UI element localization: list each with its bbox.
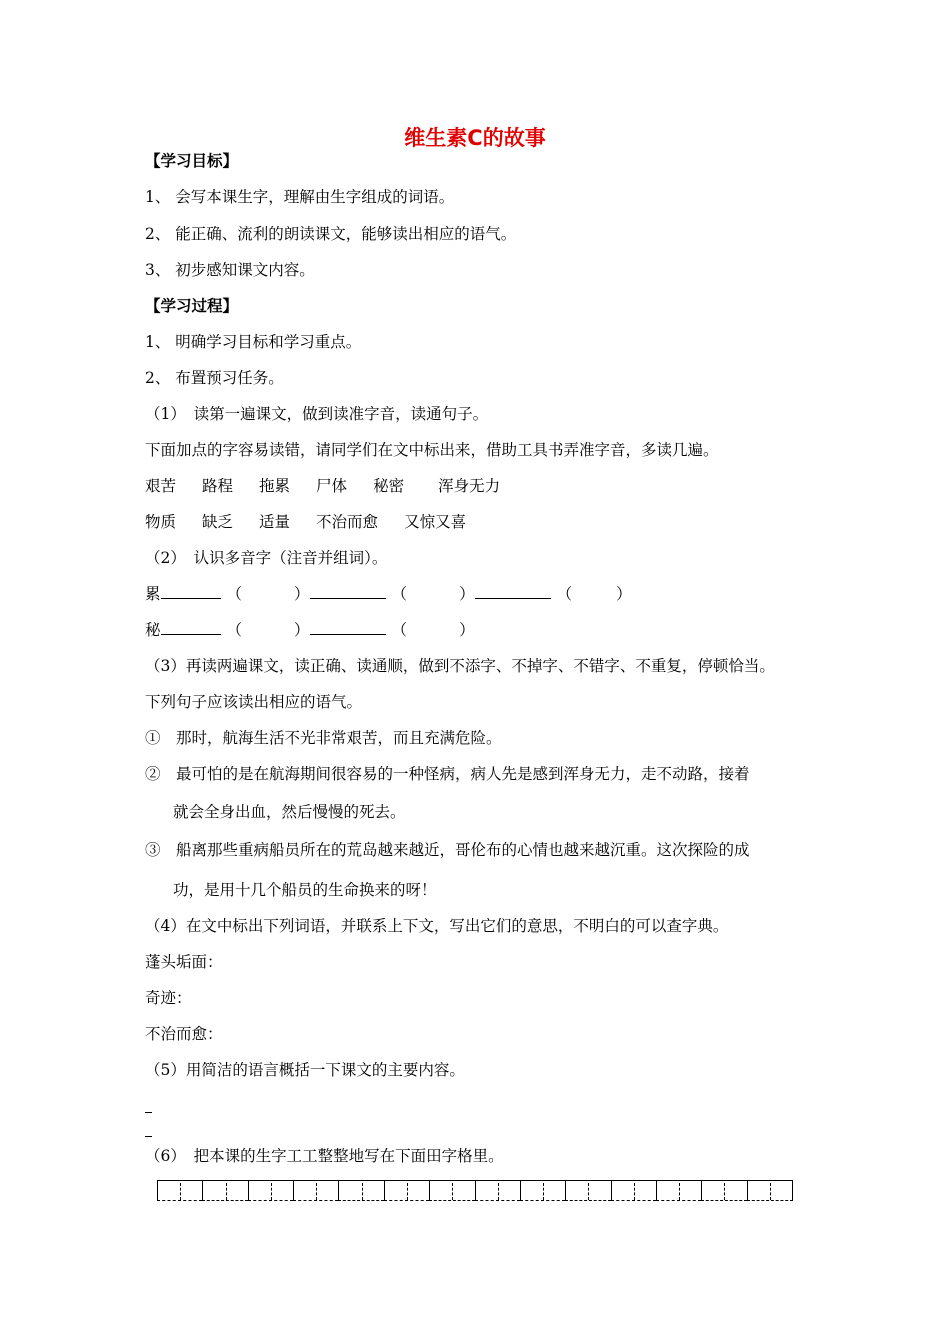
- goals-heading: 【学习目标】: [145, 152, 239, 170]
- grid-cell[interactable]: [747, 1181, 793, 1201]
- word: 适量: [259, 513, 291, 531]
- word: 艰苦: [145, 477, 177, 495]
- task4-label: （4）在文中标出下列词语，并联系上下文，写出它们的意思，不明白的可以查字典。: [145, 917, 729, 935]
- term-item: 不治而愈：: [145, 1025, 223, 1043]
- grid-cell[interactable]: [429, 1181, 474, 1201]
- task3-instruction: 下列句子应该读出相应的语气。: [145, 693, 363, 711]
- grid-cell[interactable]: [384, 1181, 429, 1201]
- sentence-3-cont: 功，是用十几个船员的生命换来的呀！: [173, 881, 437, 899]
- grid-cell[interactable]: [565, 1181, 610, 1201]
- answer-line[interactable]: [145, 1136, 152, 1137]
- term-item: 蓬头垢面：: [145, 953, 223, 971]
- word: 不治而愈: [316, 513, 379, 531]
- grid-cell[interactable]: [338, 1181, 383, 1201]
- goal-item: 3、 初步感知课文内容。: [145, 261, 315, 279]
- sentence-1: ① 那时，航海生活不光非常艰苦，而且充满危险。: [145, 729, 502, 747]
- open-paren: （: [391, 585, 408, 603]
- grid-cell[interactable]: [520, 1181, 565, 1201]
- goal-item: 2、 能正确、流利的朗读课文，能够读出相应的语气。: [145, 225, 517, 243]
- tian-zi-grid: [157, 1180, 793, 1201]
- grid-cell[interactable]: [248, 1181, 293, 1201]
- word: 路程: [202, 477, 234, 495]
- grid-cell[interactable]: [701, 1181, 746, 1201]
- polyphone-row-2: [145, 620, 475, 640]
- close-paren: ）: [616, 585, 632, 603]
- sentence-3: ③ 船离那些重病船员所在的荒岛越来越近，哥伦布的心情也越来越沉重。这次探险的成: [145, 841, 750, 859]
- polyphone-row-1: [145, 584, 632, 604]
- sentence-2: ② 最可怕的是在航海期间很容易的一种怪病，病人先是感到浑身无力，走不动路，接着: [145, 765, 750, 783]
- answer-blank[interactable]: [475, 584, 551, 599]
- word: 浑身无力: [438, 477, 501, 495]
- grid-cell[interactable]: [475, 1181, 520, 1201]
- polyphone-char: 秘: [145, 621, 161, 639]
- grid-cell[interactable]: [611, 1181, 656, 1201]
- answer-blank[interactable]: [161, 620, 221, 635]
- open-paren: （: [226, 585, 243, 603]
- open-paren: （: [226, 621, 243, 639]
- answer-blank[interactable]: [161, 584, 221, 599]
- word: 尸体: [316, 477, 348, 495]
- goal-item: 1、 会写本课生字，理解由生字组成的词语。: [145, 188, 455, 206]
- close-paren: ）: [294, 621, 310, 639]
- word-row-2: [145, 512, 466, 532]
- task5-label: （5）用简洁的语言概括一下课文的主要内容。: [145, 1061, 465, 1079]
- word: 又惊又喜: [404, 513, 467, 531]
- word: 物质: [145, 513, 177, 531]
- close-paren: ）: [294, 585, 310, 603]
- answer-blank[interactable]: [310, 584, 386, 599]
- process-item: 1、 明确学习目标和学习重点。: [145, 333, 362, 351]
- word: 拖累: [259, 477, 291, 495]
- close-paren: ）: [459, 585, 475, 603]
- task1-instruction: 下面加点的字容易读错，请同学们在文中标出来，借助工具书弄准字音，多读几遍。: [145, 441, 719, 459]
- process-item: 2、 布置预习任务。: [145, 369, 284, 387]
- grid-cell[interactable]: [656, 1181, 701, 1201]
- answer-line[interactable]: [145, 1112, 152, 1113]
- polyphone-char: 累: [145, 585, 161, 603]
- page-title: 维生素C的故事: [404, 126, 546, 150]
- task6-label: （6） 把本课的生字工工整整地写在下面田字格里。: [145, 1147, 504, 1165]
- word: 缺乏: [202, 513, 234, 531]
- close-paren: ）: [459, 621, 475, 639]
- task1-label: （1） 读第一遍课文，做到读准字音，读通句子。: [145, 405, 489, 423]
- grid-cell[interactable]: [202, 1181, 247, 1201]
- term-item: 奇迹：: [145, 989, 192, 1007]
- answer-blank[interactable]: [310, 620, 386, 635]
- grid-cell[interactable]: [157, 1181, 202, 1201]
- grid-cell[interactable]: [293, 1181, 338, 1201]
- open-paren: （: [391, 621, 408, 639]
- word: 秘密: [373, 477, 405, 495]
- task3-label: （3）再读两遍课文，读正确、读通顺，做到不添字、不掉字、不错字、不重复，停顿恰当。: [145, 657, 775, 675]
- task2-label: （2） 认识多音字（注音并组词）。: [145, 549, 388, 567]
- word-row-1: [145, 476, 500, 496]
- sentence-2-cont: 就会全身出血，然后慢慢的死去。: [173, 803, 406, 821]
- open-paren: （: [556, 585, 573, 603]
- process-heading: 【学习过程】: [145, 297, 239, 315]
